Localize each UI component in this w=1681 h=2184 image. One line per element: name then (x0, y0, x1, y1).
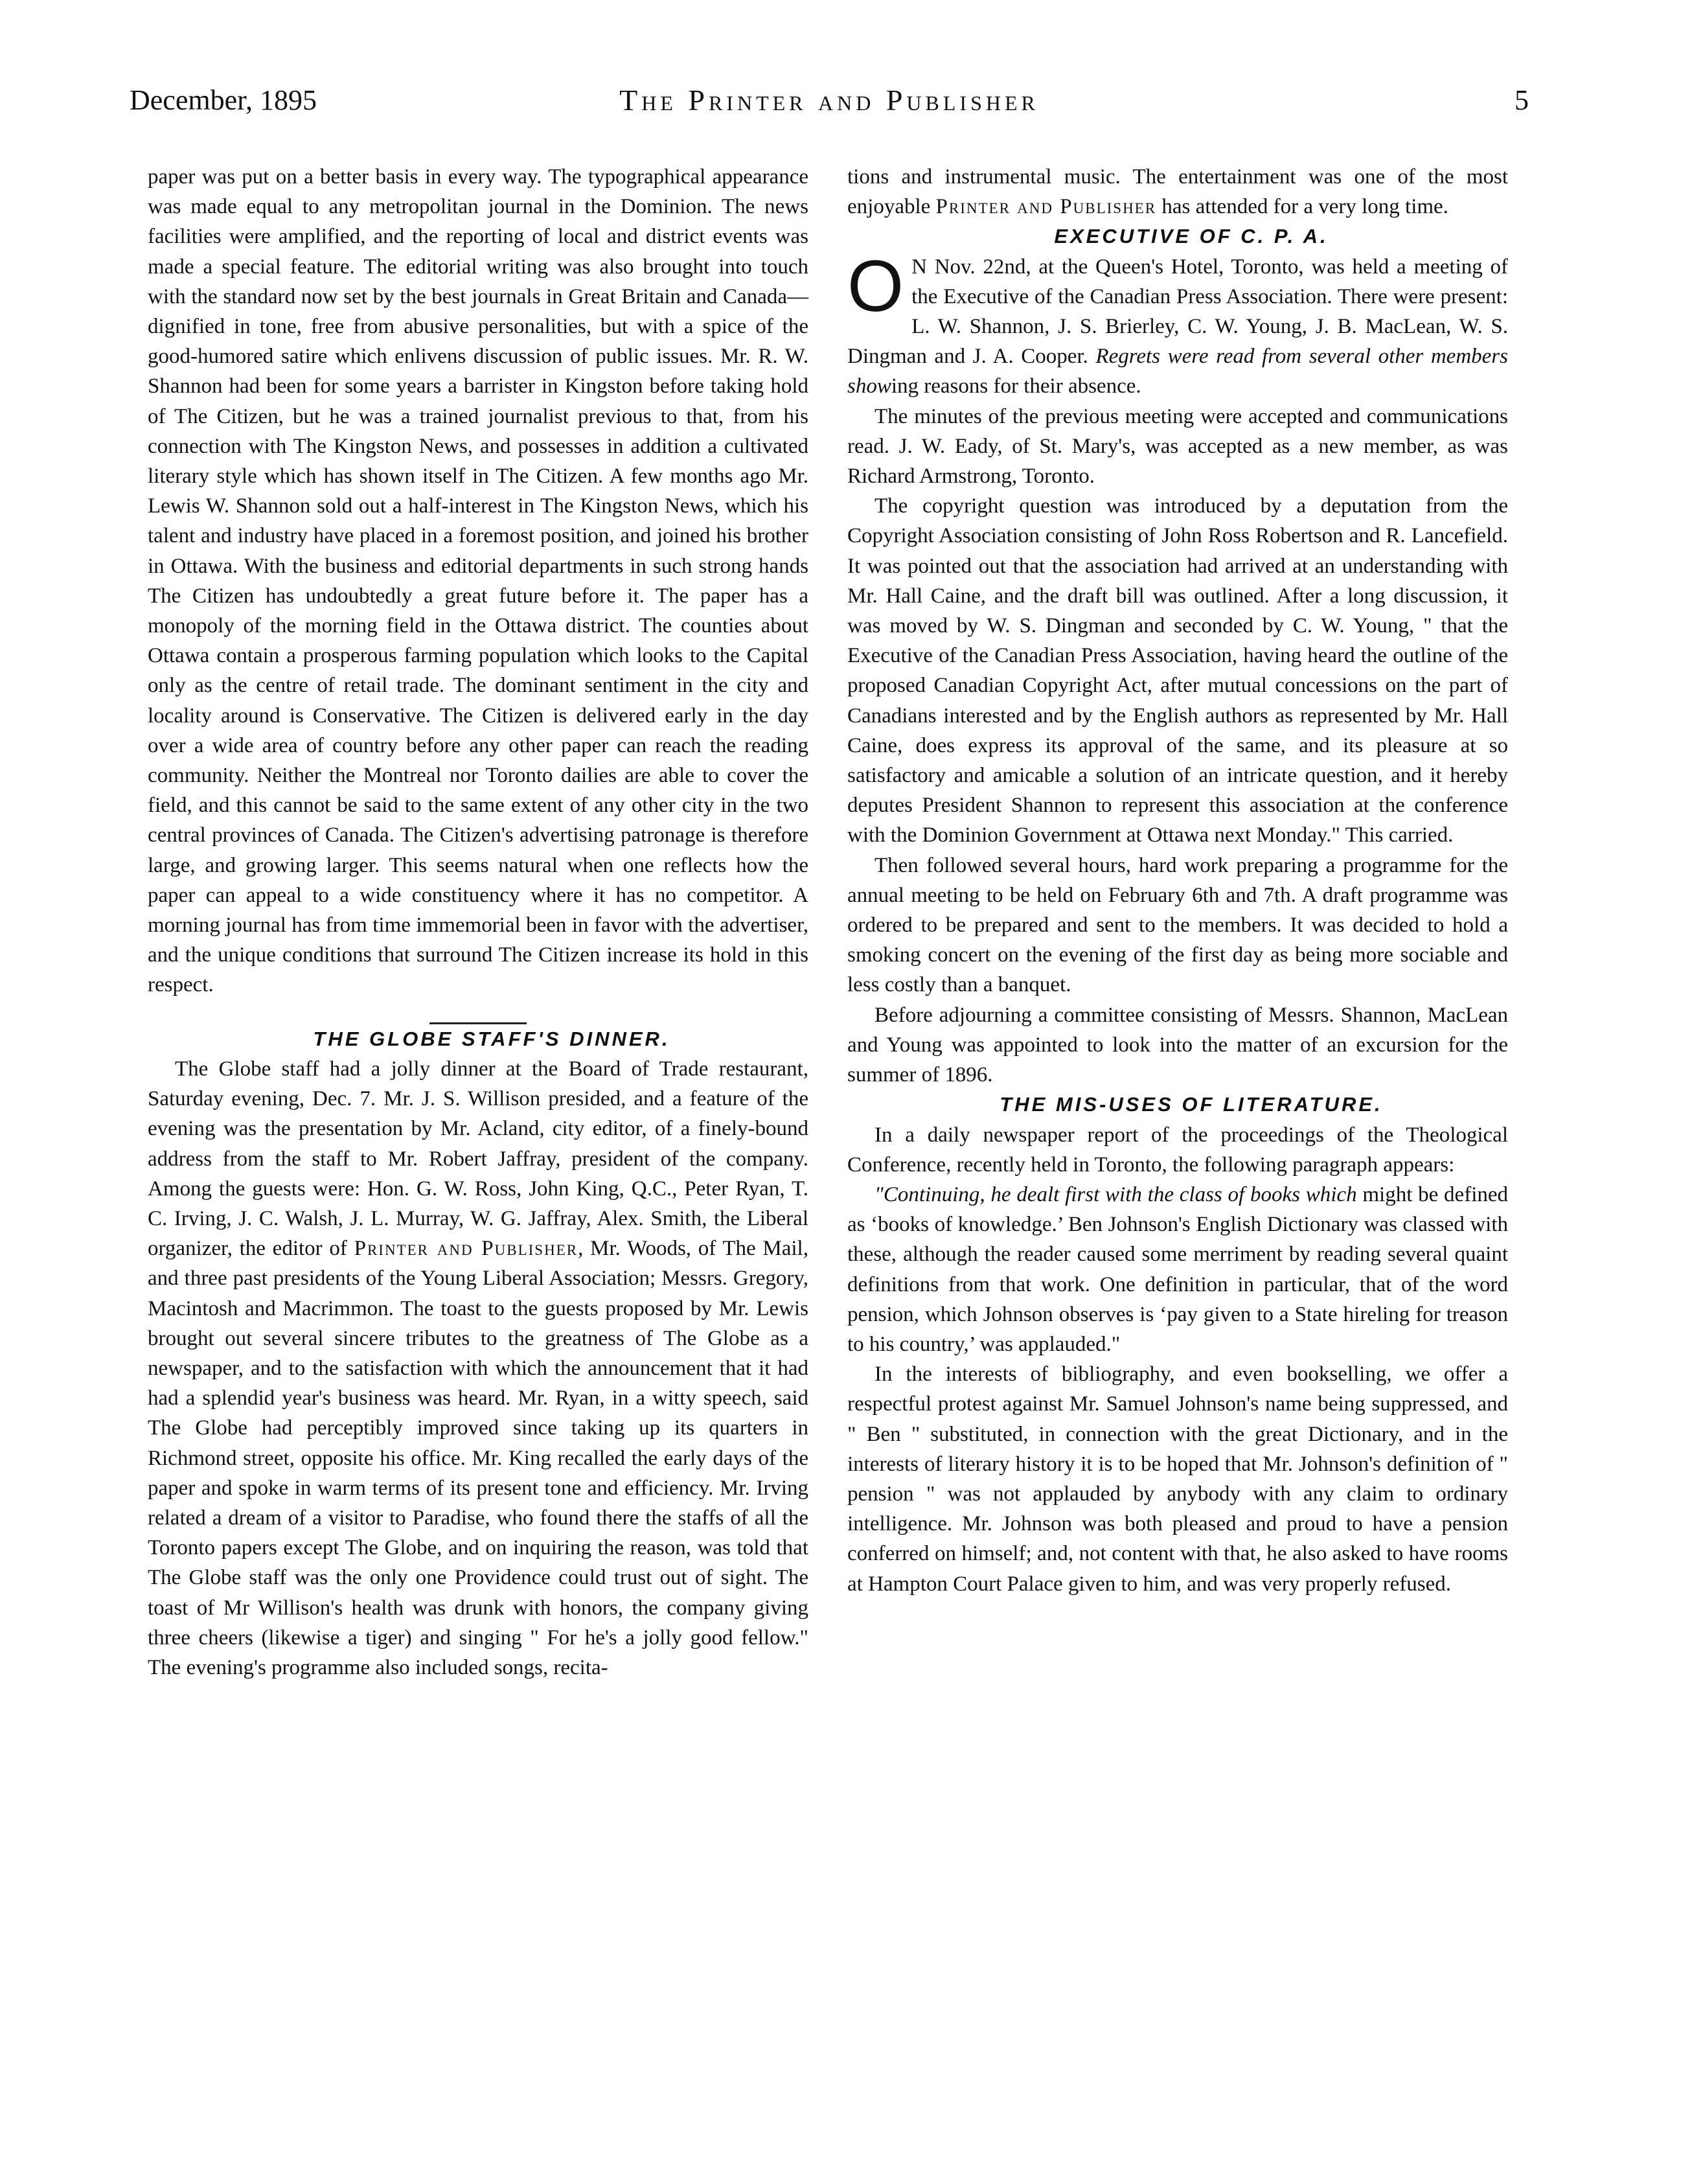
quote-text: might be defined as ‘books of knowledge.’ Ben Johnson's English Dictionary was classed with these, although the reader caused some merriment by reading several quaint definitions from that work. One definition in particular, that of the word pension, which Johnson observes is ‘pay given to a State hireling for treason to his country,’ was applauded." (847, 1182, 1509, 1356)
executive-paragraph-2: The minutes of the previous meeting were accepted and communications read. J. W. Eady, of St. Mary's, was accepted as a new member, as was Richard Armstrong, Toronto. (847, 404, 1508, 489)
issue-date: December, 1895 (130, 84, 317, 116)
executive-paragraph-5: Before adjourning a committee consisting of Messrs. Shannon, MacLean and Young was appointed to look into the matter of an excursion for the summer of 1896. (847, 1003, 1508, 1087)
page-header (130, 81, 1529, 133)
page-number: 5 (1515, 84, 1529, 116)
globe-cont-text-a: tions and instrumental music. The entertainment was one of the most enjoyable (847, 165, 1508, 219)
citizen-article-continuation: paper was put on a better basis in every way. The typographical appearance was made equal to any metropolitan journal in the Dominion. The news facilities were amplified, and the reporting of local and district events was made a special feature. The editorial writing was also brought into touch with the standard now set by the best journals in Great Britain and Canada—dignified in tone, free from abusive personalities, but with a spice of the good-humored satire which enlivens discussion of public issues. Mr. R. W. Shannon had been for some years a barrister in Kingston before taking hold of The Citizen, but he was a trained journalist previous to that, from his connection with The Kingston News, and possesses in addition a cultivated literary style which has shown itself in The Citizen. A few months ago Mr. Lewis W. Shannon sold out a half-interest in The Kingston News, which his talent and industry have placed in a foremost position, and joined his brother in Ottawa. With the business and editorial departments in such strong hands The Citizen has undoubtedly a great future before it. The paper has a monopoly of the morning field in the Ottawa district. The counties about Ottawa contain a prosperous farming population which looks to the Capital only as the centre of retail trade. The dominant sentiment in the city and locality around is Conservative. The Citizen is delivered early in the day over a wide area of country before any other paper can reach the reading community. Neither the Montreal nor Toronto dailies are able to cover the field, and this cannot be said to the same extent of any other city in the two central provinces of Canada. The Citizen's advertising patronage is therefore large, and growing larger. This seems natural when one reflects how the paper can appeal to a wide constituency where it has no competitor. A morning journal has from time immemorial been in favor with the advertiser, and the unique conditions that surround The Citizen increase its hold in this respect. (148, 165, 808, 997)
left-column (148, 162, 808, 1683)
drop-cap: O (847, 245, 904, 327)
executive-text-a: N Nov. 22nd, at the Queen's Hotel, Toronto, was held a meeting of the Executive of the Canadian Press Association. There were present: L. W. Shannon, J. S. Brierley, C. W. Young, J. B. MacLean, W. S. Dingman and J. A. Cooper. (847, 255, 1508, 369)
executive-paragraph-1 (847, 245, 1508, 402)
globe-cont-text-b: has attended for a very long time. (1156, 195, 1448, 219)
literature-paragraph-1: In a daily newspaper report of the proceedings of the Theological Conference, recently held in Toronto, the following paragraph appears: (847, 1123, 1508, 1177)
literature-paragraph-3: In the interests of bibliography, and even bookselling, we offer a respectful protest against Mr. Samuel Johnson's name being suppressed, and " Ben " substituted, in connection with the great Dictionary, and in the interests of literary history it is to be hoped that Mr. Johnson's definition of " pension " was not applauded by anybody with any claim to ordinary intelligence. Mr. Johnson was both pleased and proud to have a pension conferred on himself; and, not content with that, he also asked to have rooms at Hampton Court Palace given to him, and was very properly refused. (847, 1362, 1508, 1596)
literature-quote (847, 1180, 1508, 1359)
quote-italic-text: "Continuing, he dealt first with the class of books which (875, 1182, 1357, 1206)
globe-dinner-text-a: The Globe staff had a jolly dinner at the Board of Trade restaurant, Saturday evening, Dec. 7. Mr. J. S. Willison presided, and a feature of the evening was the presentation by Mr. Acland, city editor, of a finely-bound address from the staff to Mr. Robert Jaffray, president of the company. Among the guests were: Hon. G. W. Ross, John King, Q.C., Peter Ryan, T. C. Irving, J. C. Walsh, J. L. Murray, W. G. Jaffray, Alex. Smith, the Liberal organizer, the editor of (148, 1057, 808, 1261)
globe-dinner-heading: THE GLOBE STAFF'S DINNER. (313, 1027, 670, 1050)
executive-paragraph-3: The copyright question was introduced by a deputation from the Copyright Association consisting of John Ross Robertson and R. Lancefield. It was pointed out that the association had arrived at an understanding with Mr. Hall Caine, and the draft bill was outlined. After a long discussion, it was moved by W. S. Dingman and seconded by C. W. Young, " that the Executive of the Canadian Press Association, having heard the outline of the proposed Canadian Copyright Act, after mutual concessions on the part of Canadians interested and by the English authors as represented by Mr. Hall Caine, does express its approval of the same, and its pleasure at so satisfactory and amicable a solution of an intricate question, and it hereby deputes President Shannon to represent this association at the conference with the Dominion Government at Ottawa next Monday." This carried. (847, 494, 1508, 847)
publication-title: The Printer and Publisher (619, 84, 1039, 117)
globe-dinner-continuation (847, 162, 1508, 222)
executive-text-italic: Regrets were read from several other members show (847, 345, 1508, 398)
executive-paragraph-4: Then followed several hours, hard work preparing a programme for the annual meeting to be held on February 6th and 7th. A draft programme was ordered to be prepared and sent to the members. It was decided to hold a smoking concert on the evening of the first day as being more sociable and less costly than a banquet. (847, 853, 1508, 997)
globe-dinner-text-b: , Mr. Woods, of The Mail, and three past presidents of the Young Liberal Association; Messrs. Gregory, Macintosh and Macrimmon. The toast to the guests proposed by Mr. Lewis brought out several sincere tributes to the greatness of The Globe as a newspaper, and to the satisfaction with which the announcement that it had had a splendid year's business was heard. Mr. Ryan, in a witty speech, said The Globe had perceptibly improved since taking up its quarters in Richmond street, opposite his office. Mr. King recalled the early days of the paper and spoke in warm terms of its present tone and efficiency. Mr. Irving related a dream of a visitor to Paradise, who found there the staffs of all the Toronto papers except The Globe, and on inquiring the reason, was told that The Globe staff was the only one Providence could trust out of sight. The toast of Mr Willison's health was drunk with honors, the company giving three cheers (likewise a tiger) and singing " For he's a jolly good fellow." The evening's programme also included songs, recita- (148, 1237, 808, 1679)
globe-dinner-paragraph (148, 1054, 808, 1683)
executive-text-b: ing reasons for their absence. (891, 374, 1141, 398)
printer-publisher-mention: Printer and Publisher (354, 1237, 578, 1261)
printer-publisher-mention-2: Printer and Publisher (935, 195, 1157, 219)
right-column (847, 162, 1508, 1599)
executive-cpa-heading: EXECUTIVE OF C. P. A. (1054, 225, 1329, 248)
mis-uses-literature-heading: THE MIS-USES OF LITERATURE. (1000, 1093, 1383, 1116)
